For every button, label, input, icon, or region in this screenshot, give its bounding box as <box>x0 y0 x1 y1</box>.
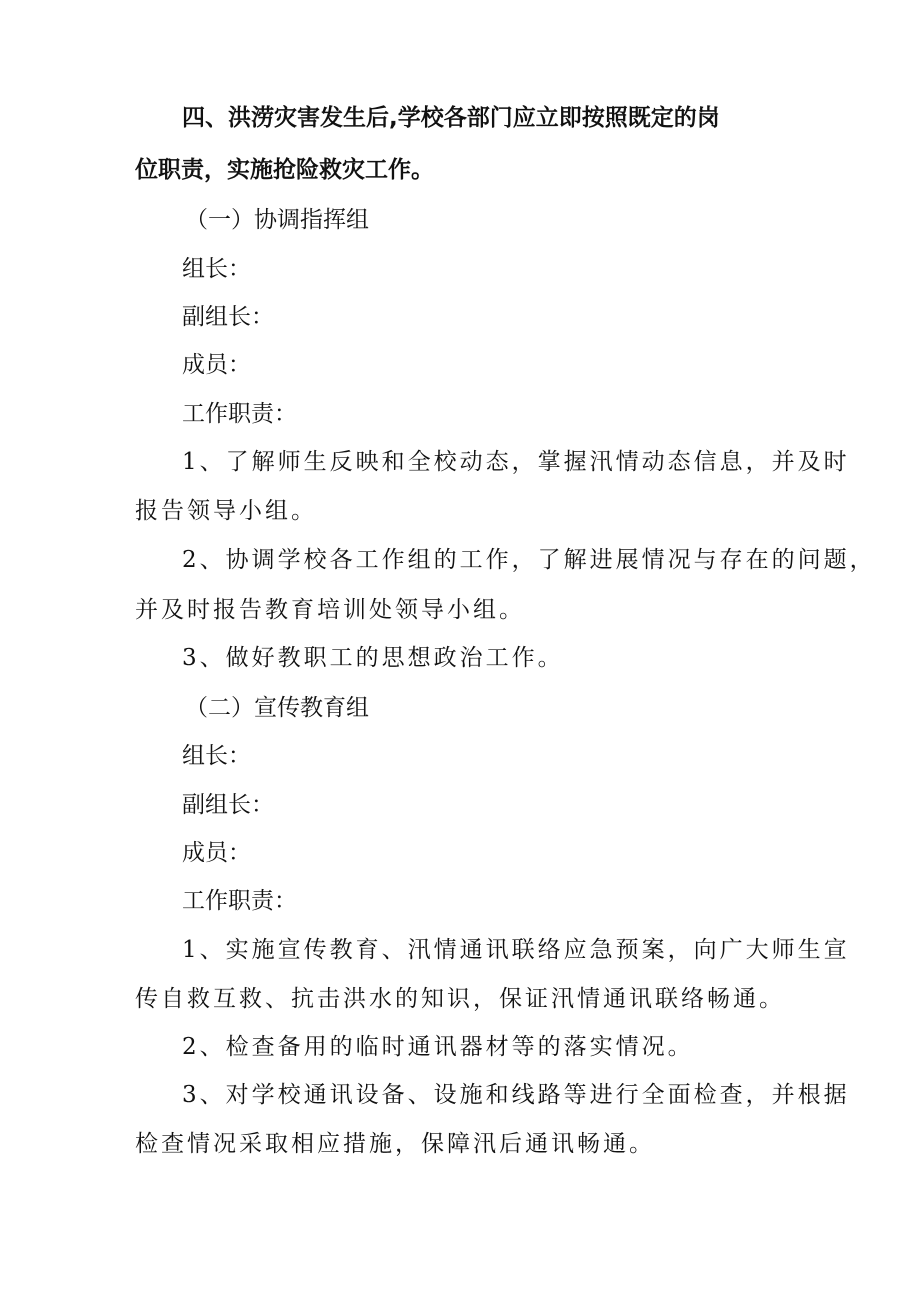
section-heading-line2: 位职责，实施抢险救灾工作。 <box>135 157 434 183</box>
group2-deputy-label: 副组长： <box>182 792 274 818</box>
group1-duty1-line1: 1、了解师生反映和全校动态，掌握汛情动态信息，并及时 <box>182 449 850 475</box>
group1-duty3: 3、做好教职工的思想政治工作。 <box>182 645 564 671</box>
group1-title: （一）协调指挥组 <box>185 207 369 233</box>
group1-duty2-line2: 并及时报告教育培训处领导小组。 <box>135 597 525 623</box>
group2-members-label: 成员： <box>182 840 251 866</box>
group1-members-label: 成员： <box>182 352 251 378</box>
group2-duty3-line1: 3、对学校通讯设备、设施和线路等进行全面检查，并根据 <box>182 1082 850 1108</box>
group2-title: （二）宣传教育组 <box>185 695 369 721</box>
group2-duty2: 2、检查备用的临时通讯器材等的落实情况。 <box>182 1034 694 1060</box>
group2-duty1-line1: 1、实施宣传教育、汛情通讯联络应急预案，向广大师生宣 <box>182 937 850 963</box>
group2-duties-label: 工作职责： <box>182 888 297 914</box>
group1-duty2-line1: 2、协调学校各工作组的工作，了解进展情况与存在的问题， <box>182 547 876 573</box>
group2-leader-label: 组长： <box>182 743 251 769</box>
group1-leader-label: 组长： <box>182 256 251 282</box>
group1-duties-label: 工作职责： <box>182 401 297 427</box>
group1-duty1-line2: 报告领导小组。 <box>135 498 317 524</box>
group2-duty1-line2: 传自救互救、抗击洪水的知识，保证汛情通讯联络畅通。 <box>135 986 785 1012</box>
group1-deputy-label: 副组长： <box>182 304 274 330</box>
section-heading-line1: 四、洪涝灾害发生后,学校各部门应立即按照既定的岗 <box>182 105 720 131</box>
group2-duty3-line2: 检查情况采取相应措施，保障汛后通讯畅通。 <box>135 1131 655 1157</box>
